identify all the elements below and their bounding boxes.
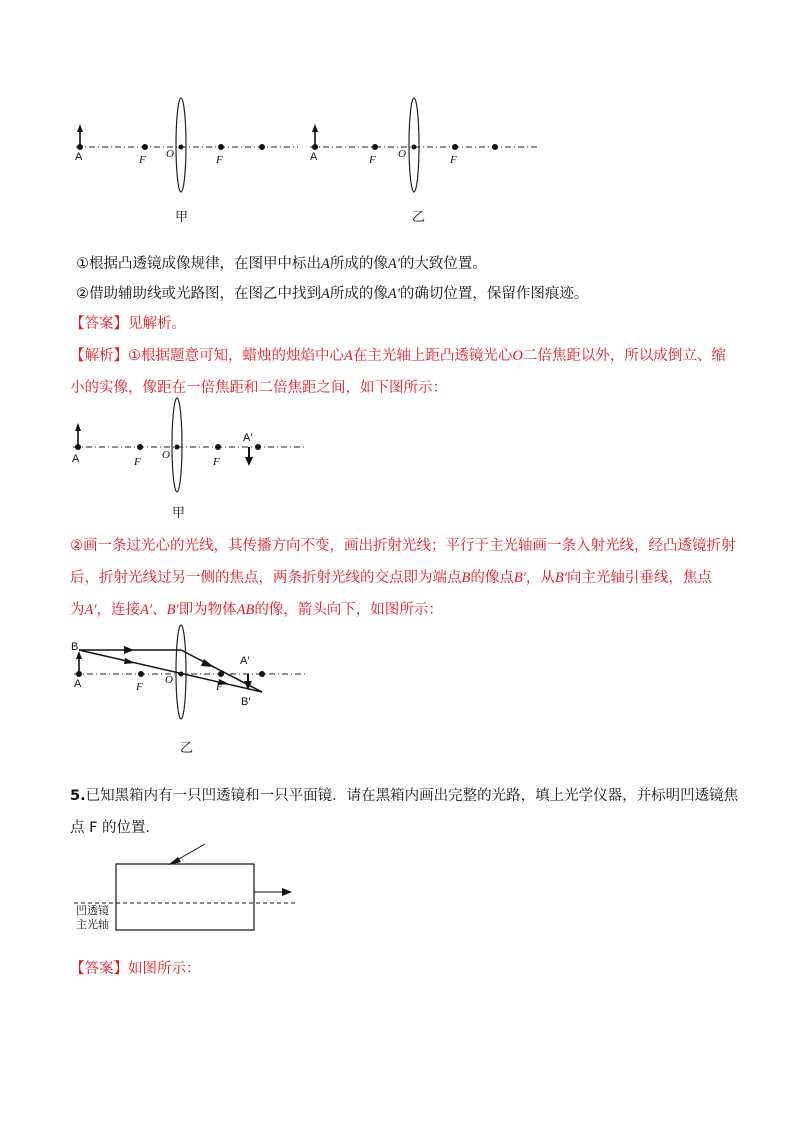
- label-f: F: [139, 154, 146, 166]
- label-a: A: [74, 678, 82, 690]
- label-f: F: [216, 681, 223, 693]
- label-f: F: [369, 154, 376, 166]
- text-span: 为: [70, 602, 85, 618]
- text-span: 已知黑箱内有一只凹透镜和一只平面镜．请在黑箱内画出完整的光路，填上光学仪器，并标明凹透镜焦: [85, 788, 739, 804]
- text-span: 在主光轴上距凸透镜光心: [352, 348, 513, 364]
- var-a: A: [321, 286, 330, 302]
- label-o: O: [162, 449, 170, 461]
- analysis-paragraph-2: [70, 530, 750, 626]
- label-a-prime: A′: [243, 432, 253, 444]
- label-b: B: [71, 641, 79, 653]
- var-a: A: [344, 348, 353, 364]
- top-figure-diagram: [0, 0, 800, 230]
- label-f: F: [213, 456, 220, 468]
- text-span: 所成的像: [329, 286, 388, 302]
- analysis-line-1: [70, 340, 740, 372]
- text-span: 的像，箭头向下，如图所示：: [254, 602, 443, 618]
- answer-tag: 【答案】: [70, 961, 128, 977]
- answer-text: 见解析。: [128, 316, 186, 332]
- var-ab: AB: [236, 602, 255, 618]
- var-a: A: [321, 256, 330, 272]
- question-number: 5.: [70, 788, 86, 804]
- label-a: A: [72, 453, 80, 465]
- label-b-prime: B′: [241, 696, 251, 708]
- answer-figure-jia: [0, 395, 800, 525]
- var-b-prime: B′: [554, 570, 567, 586]
- answer-tag: 【答案】: [70, 316, 128, 332]
- answer-figure-yi: [0, 620, 800, 750]
- answer-line: [70, 314, 186, 334]
- label-o: O: [398, 148, 406, 160]
- axis-label-line-2: 主光轴: [76, 918, 109, 931]
- axis-label-line-1: 凹透镜: [76, 904, 109, 917]
- var-b-prime: B′: [513, 570, 526, 586]
- label-a: A: [75, 151, 83, 163]
- var-a-prime: A′: [387, 286, 400, 302]
- axis-label: [76, 904, 109, 932]
- analysis2-line-2: [70, 562, 750, 594]
- label-f: F: [136, 681, 143, 693]
- var-a-prime: A′: [84, 602, 97, 618]
- question-5: [70, 780, 750, 844]
- label-f: F: [134, 456, 141, 468]
- text-span: ，连接: [96, 602, 141, 618]
- analysis-line-2: 小的实像，像距在一倍焦距和二倍焦距之间，如下图所示：: [70, 380, 447, 396]
- text-span: 的像点: [470, 570, 514, 586]
- text-span: 后，折射光线过另一侧的焦点，两条折射光线的交点即为端点: [70, 570, 462, 586]
- var-a-prime: A′: [387, 256, 400, 272]
- label-a-prime: A′: [240, 655, 250, 667]
- label-o: O: [165, 674, 173, 686]
- var-o: O: [512, 348, 523, 364]
- figure-caption-yi: 乙: [180, 741, 194, 756]
- question-item-2: [76, 284, 588, 304]
- var-b: B: [461, 570, 471, 586]
- black-box-figure: [0, 840, 800, 940]
- black-box: [116, 864, 254, 930]
- text-span: ②借助辅助线或光路图，在图乙中找到: [76, 286, 321, 302]
- text-span: 即为物体: [178, 602, 237, 618]
- q5-line-2: 点 F 的位置．: [70, 820, 161, 836]
- text-span: 的大致位置。: [399, 256, 487, 272]
- answer-text: 如图所示：: [128, 961, 201, 977]
- text-span: 所成的像: [329, 256, 388, 272]
- object-arrowhead-left: [77, 124, 83, 132]
- question-item-1: [76, 254, 487, 274]
- figure-caption-yi: 乙: [412, 210, 426, 225]
- figure-caption-jia: 甲: [175, 210, 189, 225]
- analysis-tag: 【解析】: [70, 348, 128, 364]
- analysis2-line-1: ②画一条过光心的光线，其传播方向不变，画出折射光线；平行于主光轴画一条入射光线，经凸透镜折射: [70, 538, 736, 554]
- text-span: 、: [152, 602, 167, 618]
- label-f: F: [450, 154, 457, 166]
- q5-line-1: [70, 780, 750, 812]
- text-span: ，从: [525, 570, 555, 586]
- q5-answer-line: [70, 959, 201, 979]
- text-span: ①根据凸透镜成像规律，在图甲中标出: [76, 256, 321, 272]
- text-span: 的确切位置，保留作图痕迹。: [399, 286, 589, 302]
- label-f: F: [216, 154, 223, 166]
- var-a-prime: A′: [140, 602, 153, 618]
- text-span: 向主光轴引垂线，焦点: [566, 570, 712, 586]
- figure-caption-jia: 甲: [172, 506, 186, 521]
- label-o: O: [166, 148, 174, 160]
- var-b-prime: B′: [166, 602, 179, 618]
- label-a: A: [310, 151, 318, 163]
- text-span: ①根据题意可知，蜡烛的烛焰中心: [128, 348, 344, 364]
- text-span: 二倍焦距以外，所以成倒立、缩: [522, 348, 726, 364]
